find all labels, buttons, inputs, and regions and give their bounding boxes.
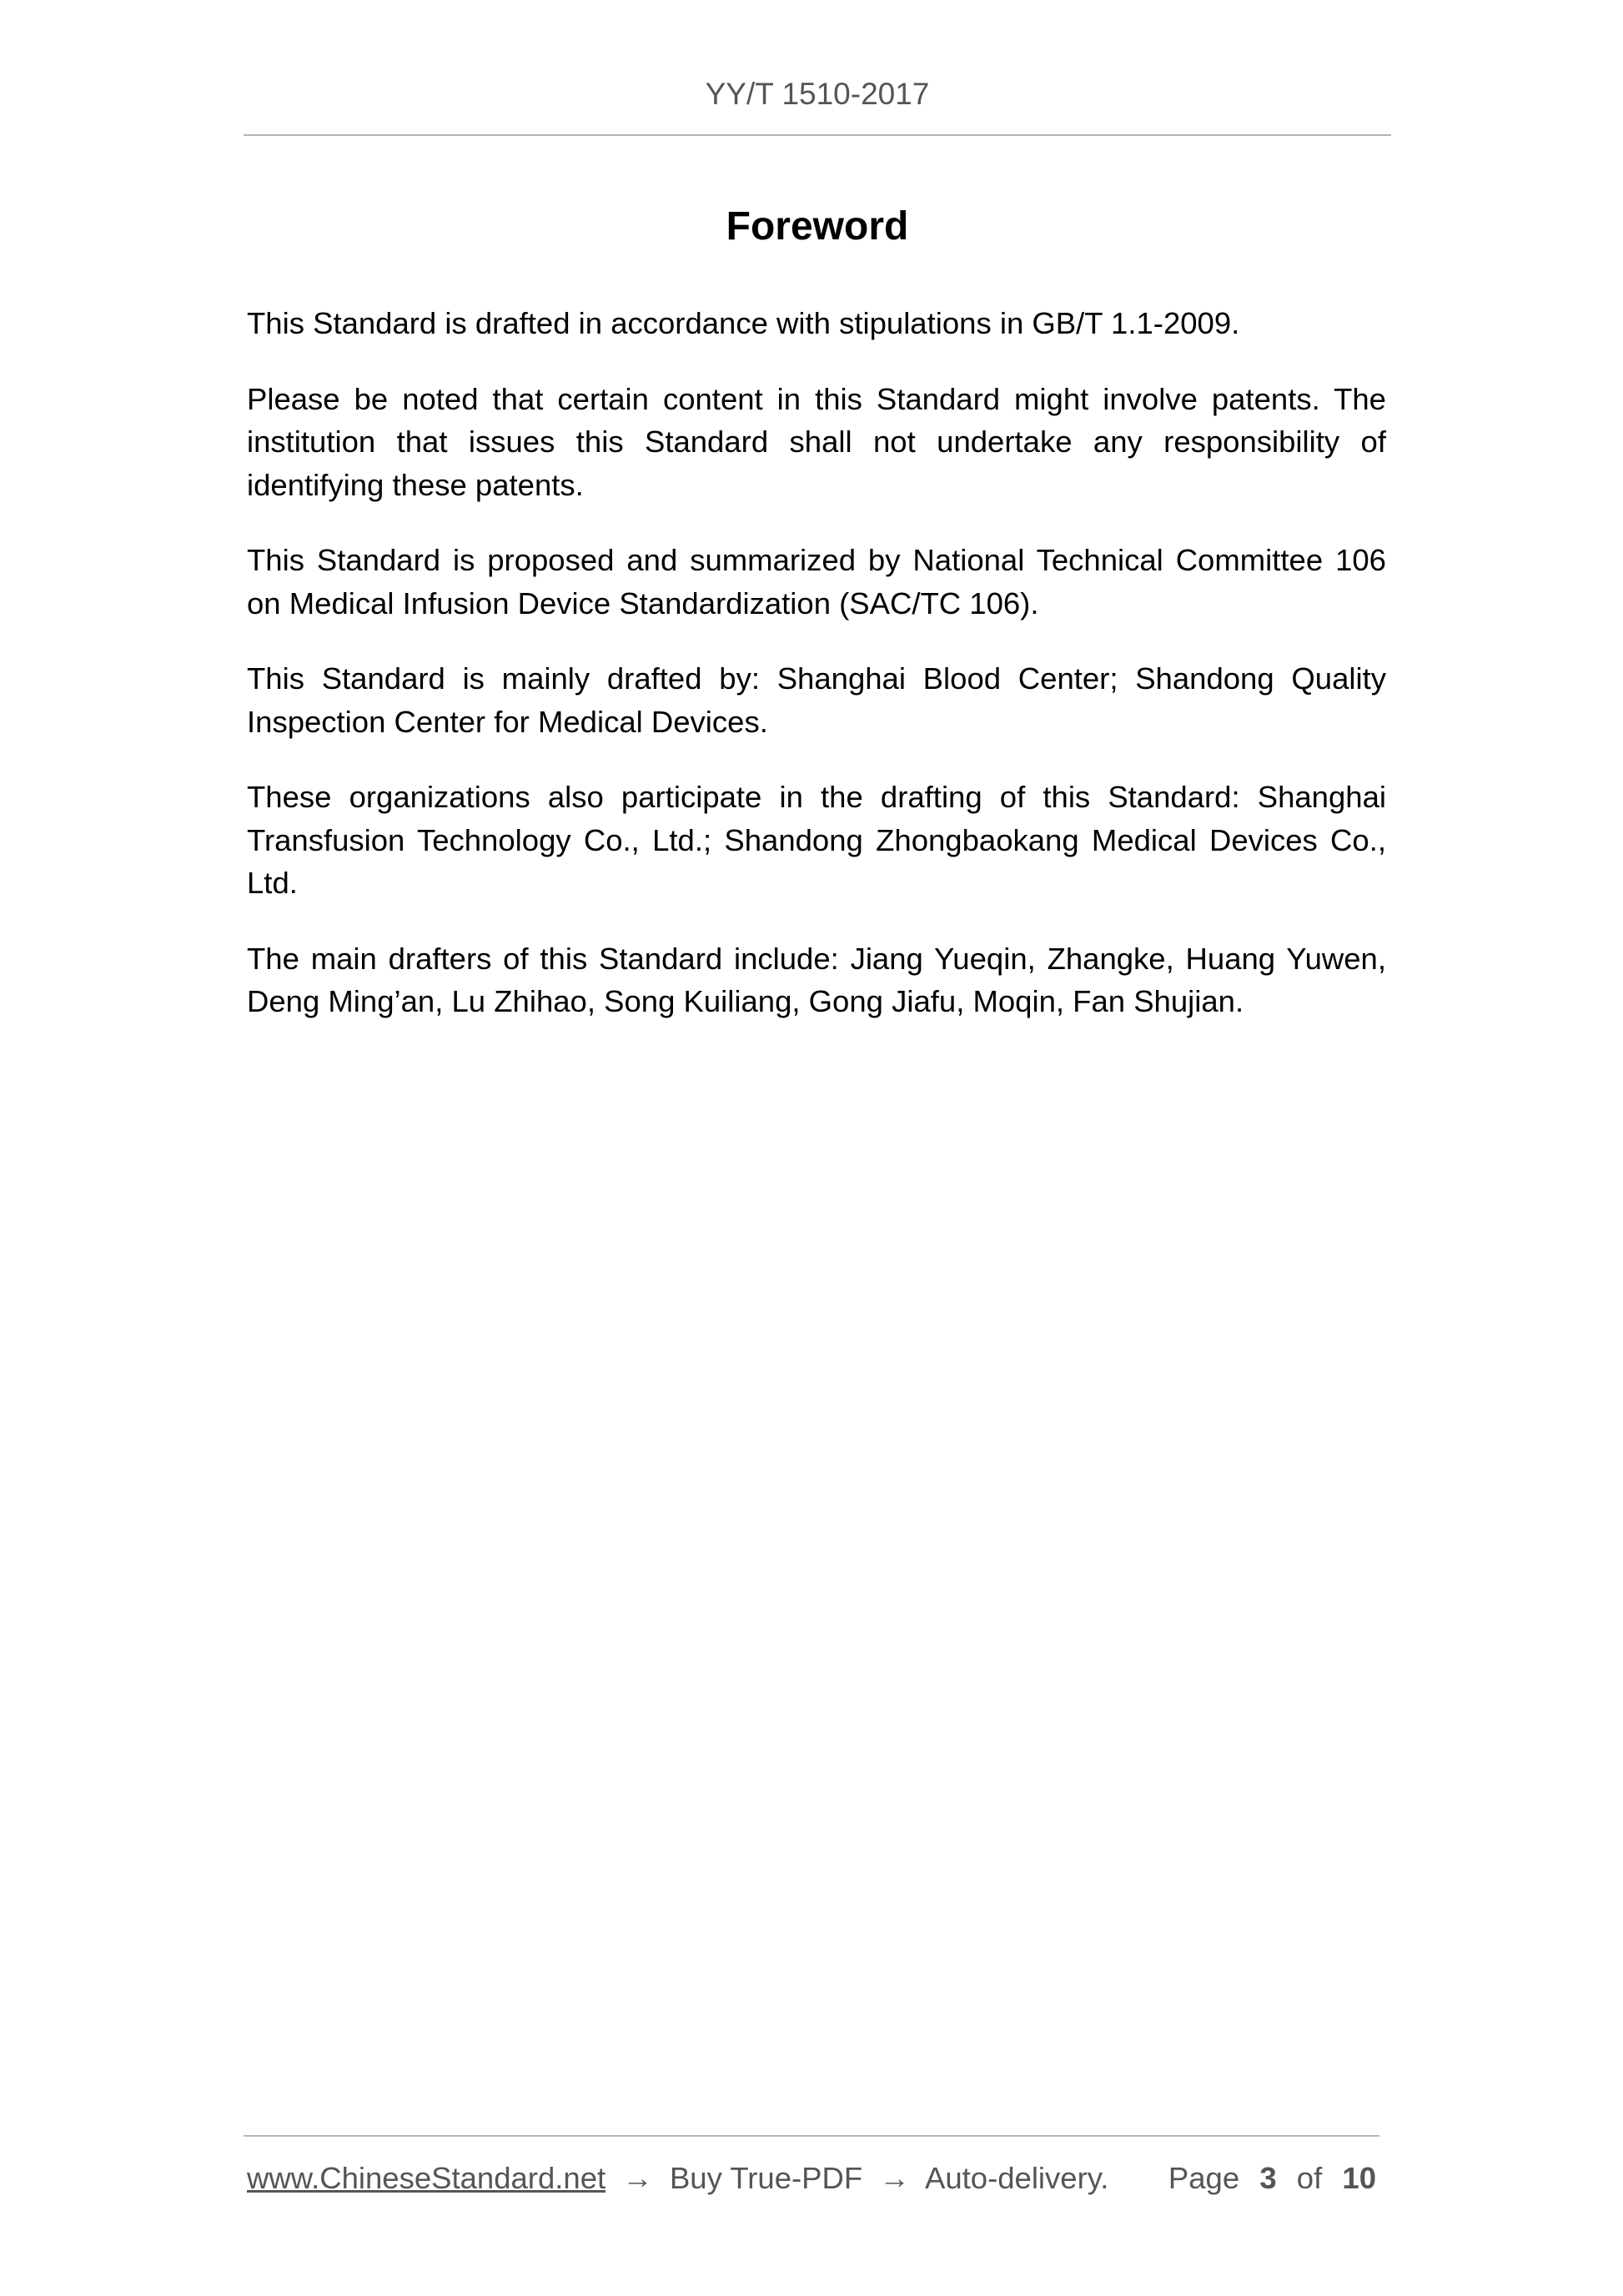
paragraph-drafting-basis: This Standard is drafted in accordance with stipulations in GB/T 1.1-2009. [247, 306, 1240, 340]
page-title: Foreword [726, 204, 909, 249]
website-link[interactable]: www.ChineseStandard.net [247, 2161, 606, 2195]
arrow-right-icon: → [622, 2161, 653, 2195]
page-footer [247, 2155, 1376, 2202]
paragraph-patent-notice: Please be noted that certain content in this Standard might involve patents. The institution that issues this Standard shall not undertake any responsibility of identifying these patents. [247, 381, 1386, 502]
document-id-header: YY/T 1510-2017 [705, 77, 930, 111]
paragraph-proposer: This Standard is proposed and summarized by National Technical Committee 106 on Medical Infusion Device Standardization (SAC/TC 106). [247, 543, 1386, 620]
page-label: Page [1168, 2161, 1240, 2195]
buy-pdf-text: Buy True-PDF [669, 2161, 863, 2195]
footer-promo [247, 2155, 1108, 2202]
page-number [1168, 2155, 1376, 2202]
current-page: 3 [1259, 2161, 1277, 2195]
of-label: of [1296, 2161, 1323, 2195]
total-pages: 10 [1342, 2161, 1376, 2195]
arrow-right-icon: → [879, 2161, 910, 2195]
auto-delivery-text: Auto-delivery. [924, 2161, 1109, 2195]
paragraph-participating-orgs: These organizations also participate in the drafting of this Standard: Shanghai Transfusion Technology Co., Ltd.; Shandong Zhongbaokang Medical Devices Co., Ltd. [247, 780, 1386, 900]
foreword-body [247, 302, 1386, 1056]
paragraph-main-drafters: The main drafters of this Standard include: Jiang Yueqin, Zhangke, Huang Yuwen, Deng Ming’an, Lu Zhihao, Song Kuiliang, Gong Jiafu, Moqin, Fan Shujian. [247, 941, 1386, 1018]
paragraph-main-drafters-org: This Standard is mainly drafted by: Shanghai Blood Center; Shandong Quality Inspection Center for Medical Devices. [247, 661, 1386, 739]
footer-divider [244, 2135, 1379, 2137]
header-divider [244, 134, 1391, 136]
